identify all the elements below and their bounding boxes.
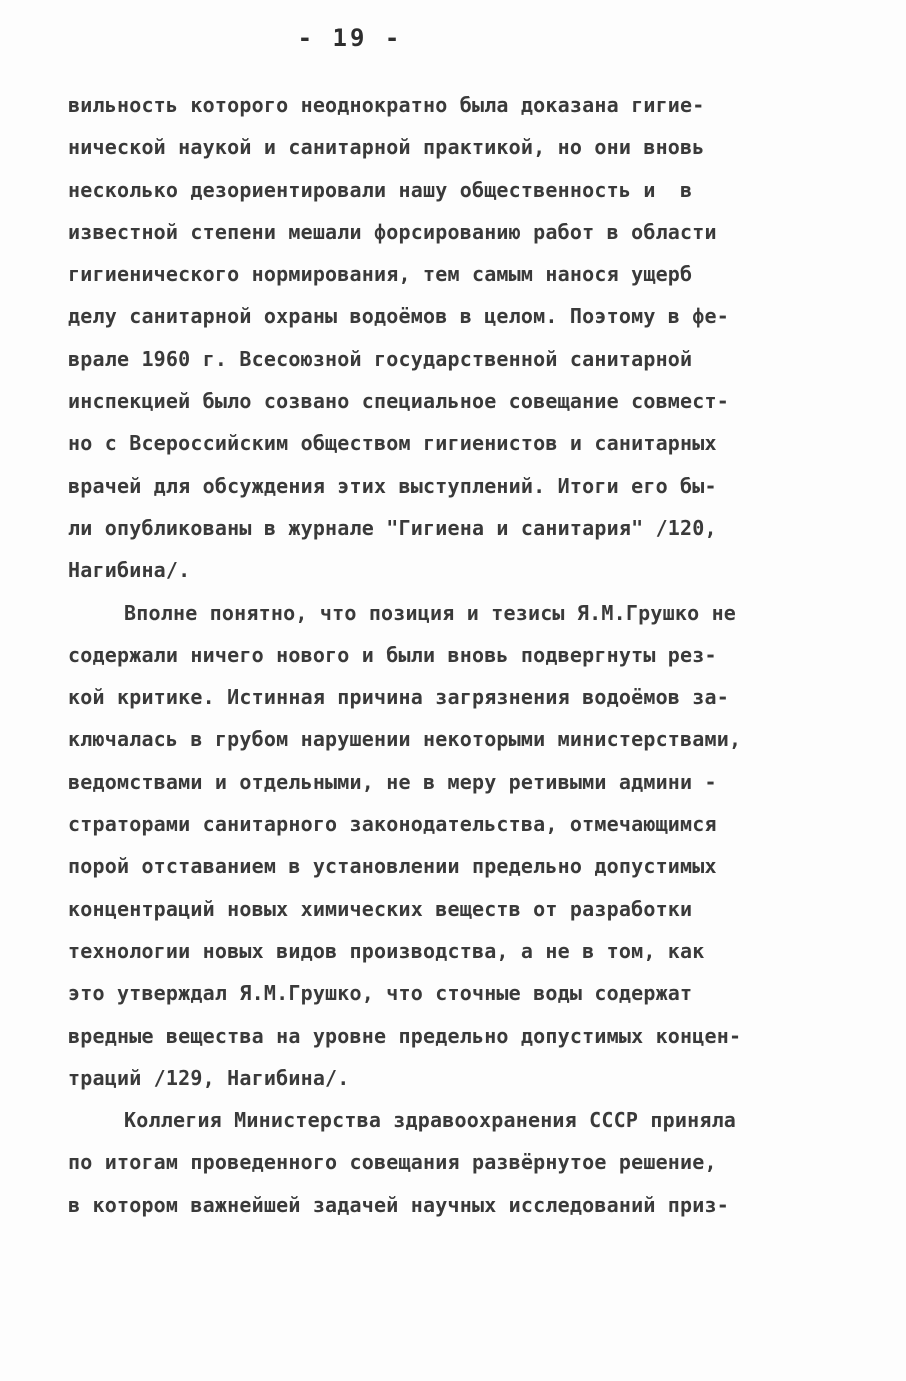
text-line: ключалась в грубом нарушении некоторыми министерствами,	[68, 727, 742, 752]
text-line: вильность которого неоднократно была доказана гигие-	[68, 93, 705, 117]
body-text	[68, 84, 868, 1226]
paragraph-start-line: Вполне понятно, что позиция и тезисы Я.М.Грушко не	[124, 600, 737, 625]
text-line: врале 1960 г. Всесоюзной государственной санитарной	[68, 346, 693, 371]
text-line: содержали ничего нового и были вновь подвергнуты рез-	[68, 642, 717, 667]
text-line: в котором важнейшей задачей научных исследований приз-	[68, 1192, 730, 1217]
text-line: ведомствами и отдельными, не в меру ретивыми админи -	[68, 769, 717, 794]
text-line: врачей для обсуждения этих выступлений. Итоги его бы-	[68, 473, 717, 498]
text-line: несколько дезориентировали нашу общественность и в	[68, 177, 693, 202]
text-line: Нагибина/.	[68, 558, 191, 583]
text-line: инспекцией было созвано специальное совещание совмест-	[68, 389, 730, 414]
text-line: страторами санитарного законодательства, отмечающимся	[68, 812, 717, 837]
text-line: вредные вещества на уровне предельно допустимых концен-	[68, 1023, 742, 1048]
text-line: ли опубликованы в журнале "Гигиена и санитария" /120,	[68, 515, 717, 540]
text-line: но с Всероссийским обществом гигиенистов и санитарных	[68, 431, 717, 456]
text-line: это утверждал Я.М.Грушко, что сточные воды содержат	[68, 981, 693, 1006]
text-line: известной степени мешали форсированию работ в области	[68, 219, 717, 244]
text-line: по итогам проведенного совещания развёрнутое решение,	[68, 1150, 717, 1175]
text-line: концентраций новых химических веществ от разработки	[68, 896, 693, 921]
text-line: траций /129, Нагибина/.	[68, 1065, 350, 1090]
text-line: нической наукой и санитарной практикой, но они вновь	[68, 135, 705, 160]
page-number: - 19 -	[297, 24, 403, 52]
text-line: кой критике. Истинная причина загрязнения водоёмов за-	[68, 685, 730, 710]
text-line: делу санитарной охраны водоёмов в целом. Поэтому в фе-	[68, 304, 730, 329]
text-line: технологии новых видов производства, а не в том, как	[68, 938, 705, 963]
text-line: гигиенического нормирования, тем самым нанося ущерб	[68, 262, 693, 287]
paragraph-start-line: Коллегия Министерства здравоохранения СССР приняла	[124, 1108, 737, 1133]
text-line: порой отставанием в установлении предельно допустимых	[68, 854, 717, 879]
